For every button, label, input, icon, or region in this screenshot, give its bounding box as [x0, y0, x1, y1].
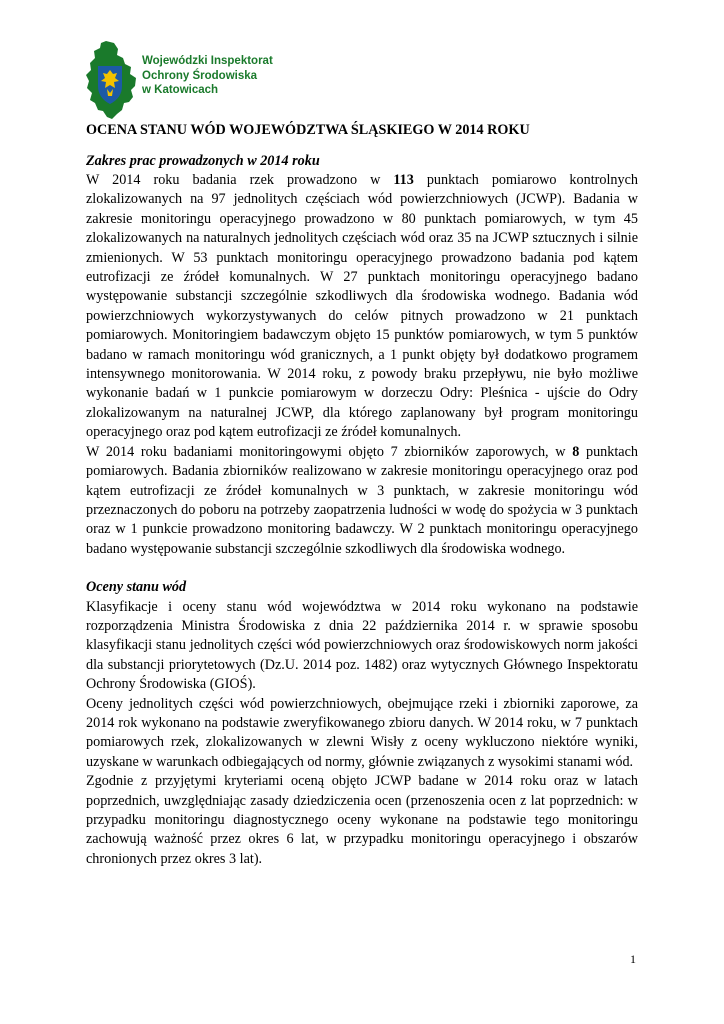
paragraph-assessment-data: Oceny jednolitych części wód powierzchniowych, obejmujące rzeki i zbiorniki zaporowe, za 2014 rok wykonano na podstawie zweryfikowanego zbioru danych. W 2014 roku, w 7 punktach pomiarowych rzek, zlokalizowanych w zlewni Wisły z oceny wykluczono niektóre wyniki, uzyskane w warunkach odbiegających od normy, głównie związanych z wysokimi stanami wód. [86, 695, 638, 770]
paragraph-rivers-rest: punktach pomiarowo kontrolnych zlokalizowanych na 97 jednolitych częściach wód powierzchniowych (JCWP). Badania w zakresie monitoringu operacyjnego prowadzono w 80 punktach pomiarowych, w tym 45 zlokalizowanych na naturalnych jednolitych częściach wód oraz 35 na JCWP sztucznych i silnie zmienionych. W 53 punktach monitoringu operacyjnego prowadzono badania pod kątem eutrofizacji ze źródeł komunalnych. W 27 punktach monitoringu operacyjnego badano występowanie substancji szczególnie szkodliwych dla środowiska wodnego. Badania wód powierzchniowych wykorzystywanych do celów pitnych prowadzono w 21 punktach pomiarowych. Monitoringiem badawczym objęto 15 punktów pomiarowych, w tym 5 punktów badano w ramach monitoringu wód granicznych, a 1 punkt objęty był dodatkowo programem intensywnego monitorowania. W 2014 roku, z powody braku przepływu, nie było możliwe wykonanie badań w 1 punkcie pomiarowym w dorzeczu Odry: Pleśnica - ujście do Odry zlokalizowanym na naturalnej JCWP, dla którego zaplanowany był program monitoringu operacyjnego oraz pod kątem eutrofizacji ze źródeł komunalnych. [86, 172, 638, 441]
paragraph-reservoirs-rest: punktach pomiarowych. Badania zbiorników realizowano w zakresie monitoringu operacyjnego oraz pod kątem eutrofizacji ze źródeł komunalnych w 3 punktach, w zakresie monitoringu wód przeznaczonych do poboru na potrzeby zaopatrzenia ludności w wodę do spożycia w 3 punktach oraz w 1 punkcie prowadzono monitoring badawczy. W 2 punktach monitoringu operacyjnego badano występowanie substancji szczególnie szkodliwych dla środowiska wodnego. [86, 443, 638, 557]
logo-line-3: w Katowicach [142, 84, 219, 96]
wios-logo [84, 40, 344, 120]
document-title: OCENA STANU WÓD WOJEWÓDZTWA ŚLĄSKIEGO W 2014 ROKU [86, 122, 530, 138]
paragraph-rivers-start: W 2014 roku badania rzek prowadzono w [86, 172, 394, 188]
page-number: 1 [630, 952, 636, 966]
logo-line-2: Ochrony Środowiska [142, 69, 258, 82]
reservoirs-point-count: 8 [572, 443, 580, 460]
paragraph-reservoirs [86, 443, 638, 559]
paragraph-reservoirs-start: W 2014 roku badaniami monitoringowymi objęto 7 zbiorników zaporowych, w [86, 443, 573, 460]
document-content [86, 121, 638, 869]
paragraph-classification: Klasyfikacje i oceny stanu wód województwa w 2014 roku wykonano na podstawie rozporządzenia Ministra Środowiska z dnia 22 października 2014 r. w sprawie sposobu klasyfikacji stanu jednolitych części wód powierzchniowych oraz środowiskowych norm jakości dla substancji priorytetowych (Dz.U. 2014 poz. 1482) oraz wytycznych Głównego Inspektoratu Ochrony Środowiska (GIOŚ). [86, 598, 638, 693]
paragraph-criteria: Zgodnie z przyjętymi kryteriami oceną objęto JCWP badane w 2014 roku oraz w latach poprzednich, uwzględniając zasady dziedziczenia ocen (przenoszenia ocen z lat poprzednich: w przypadku monitoringu diagnostycznego oceny wykonane na podstawie tego monitoringu zachowują ważność przez okres 6 lat, w przypadku monitoringu operacyjnego i obszarów chronionych przez okres 3 lat). [86, 773, 638, 867]
document-subtitle: Zakres prac prowadzonych w 2014 roku [86, 153, 320, 169]
silesia-map-icon [84, 40, 140, 120]
rivers-point-count: 113 [393, 172, 414, 188]
section-heading-assessments: Oceny stanu wód [86, 579, 187, 596]
paragraph-rivers [86, 171, 638, 443]
logo-text [142, 54, 273, 98]
logo-line-1: Wojewódzki Inspektorat [142, 55, 273, 67]
